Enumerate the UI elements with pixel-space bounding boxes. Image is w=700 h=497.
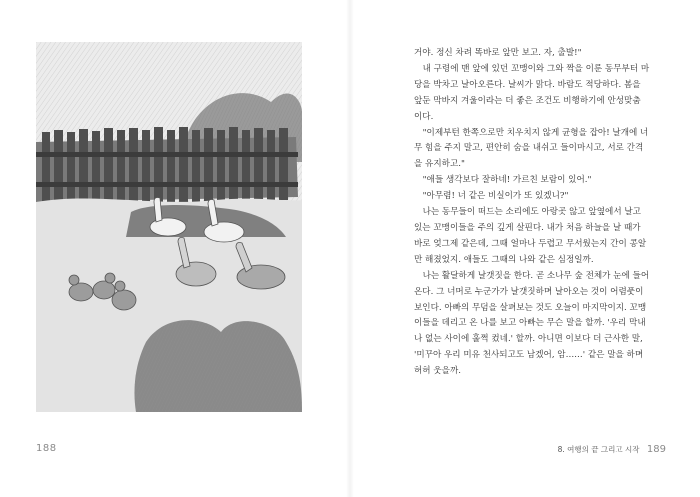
text-line: 나는 동무들이 떠드는 소리에도 아랑곳 않고 앞옆에서 날고 (422, 207, 641, 218)
body-text (414, 46, 666, 380)
running-footer (540, 444, 666, 455)
text-line: 허허 웃을까. (414, 366, 461, 377)
text-line: 앞둔 막바지 겨울이라는 더 좋은 조건도 비행하기에 안성맞춤 (414, 95, 641, 106)
text-line: "이제부턴 한쪽으로만 치우치지 않게 균형을 잡아! 날개에 너 (422, 127, 649, 138)
text-line: 보인다. 아빠의 무덤을 살펴보는 것도 오늘이 마지막이지. 꼬맹 (414, 302, 647, 313)
page-number-right: 189 (646, 444, 666, 455)
text-line: 이들을 데리고 온 나를 보고 아빠는 무슨 말을 할까. '우리 막내 (414, 318, 646, 329)
text-line: 이다. (414, 111, 434, 122)
text-line: 내 구령에 맨 앞에 있던 꼬맹이와 그와 짝을 이룬 동무부터 마 (422, 63, 650, 74)
text-line: "애들 생각보다 잘하네! 가르친 보람이 있어." (422, 175, 592, 186)
text-line: 무 힘을 주지 말고, 편안히 숨을 내쉬고 들이마시고, 서로 간격 (414, 143, 644, 154)
text-line: 나 없는 사이에 훌쩍 컸네.' 할까. 아니면 이보다 더 근사한 말, (414, 334, 643, 345)
chapter-title: 8. 여행의 끝 그리고 시작 (557, 445, 640, 454)
pencil-drawing (36, 42, 302, 412)
illustration-geese-by-fence (36, 42, 302, 412)
text-line: 있는 꼬맹이들을 주의 깊게 살핀다. 내가 처음 하늘을 날 때가 (414, 222, 641, 233)
page-number-left: 188 (36, 443, 57, 454)
text-line: '미꾸아 우리 미유 천사되고도 남겠어, 암……' 같은 말을 하며 (414, 350, 644, 361)
text-line: 거야. 정신 차려 똑바로 앞만 보고. 자, 출발!" (414, 48, 582, 58)
text-line: 나는 활달하게 날갯짓을 한다. 곧 소나무 숲 전체가 눈에 들어 (422, 270, 650, 281)
text-line: 을 유지하고." (414, 159, 465, 170)
text-line: 만 해졌었지. 애들도 그때의 나와 같은 심정일까. (414, 254, 594, 265)
text-line: 온다. 그 너머로 누군가가 날갯짓하며 날아오는 것이 어렴풋이 (414, 286, 644, 297)
text-line: 바로 엊그제 같은데, 그때 얼마나 두렵고 무서웠는지 간이 콩알 (414, 238, 647, 249)
text-line: "아무렴! 너 같은 비실이가 또 있겠니?" (422, 191, 569, 202)
text-line: 당을 박차고 날아오른다. 날씨가 맑다. 바람도 적당하다. 봄을 (414, 79, 641, 90)
